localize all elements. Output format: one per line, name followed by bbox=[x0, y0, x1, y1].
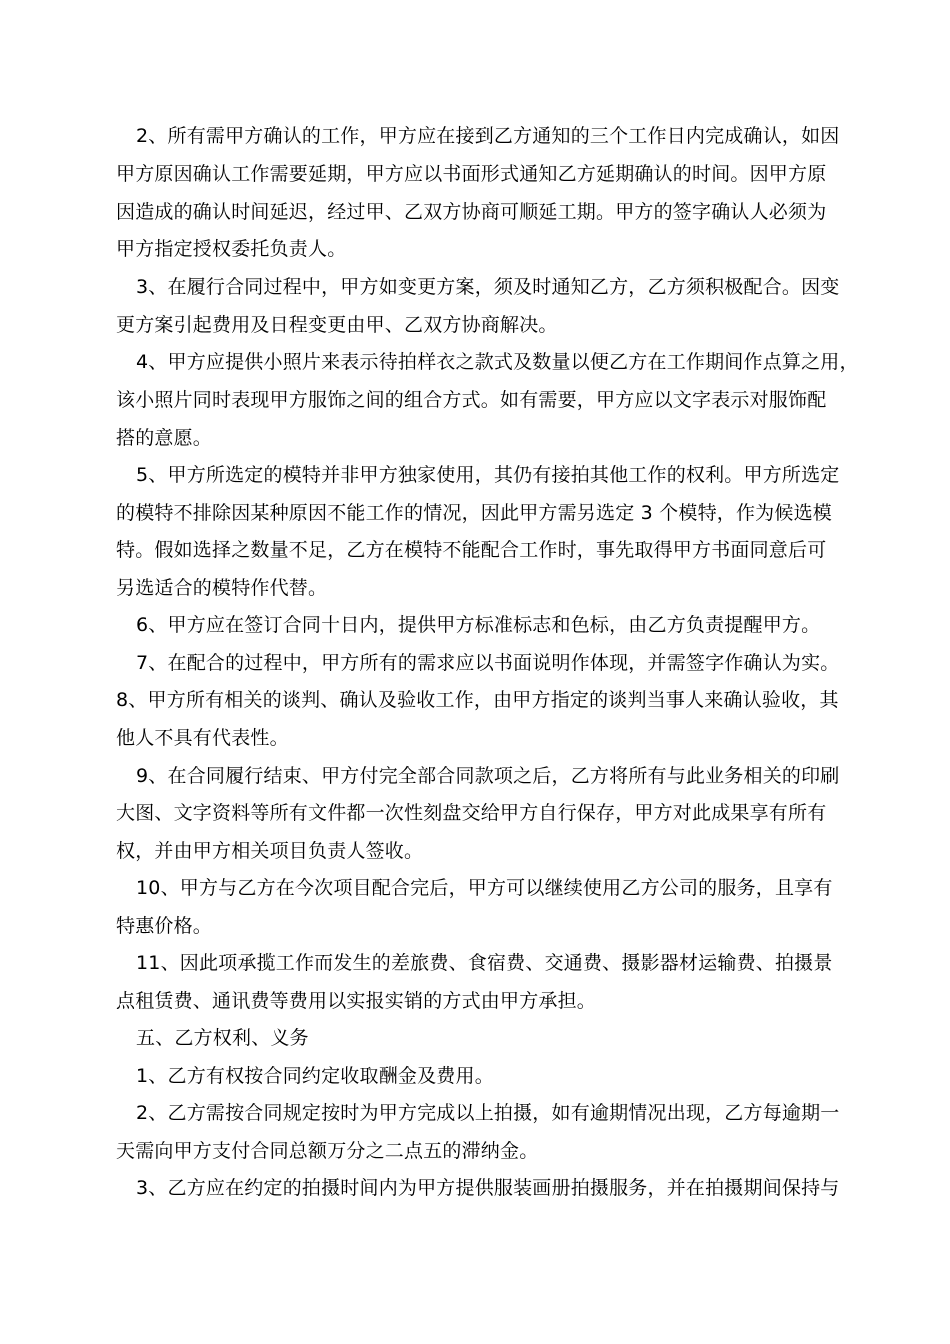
text-line: 另选适合的模特作代替。 bbox=[116, 577, 328, 599]
section-heading: 五、乙方权利、义务 bbox=[136, 1027, 309, 1049]
text-line: 7、在配合的过程中，甲方所有的需求应以书面说明作体现，并需签字作确认为实。 bbox=[136, 652, 840, 674]
text-line: 天需向甲方支付合同总额万分之二点五的滞纳金。 bbox=[116, 1140, 539, 1162]
text-line: 4、甲方应提供小照片来表示待拍样衣之款式及数量以便乙方在工作期间作点算之用， bbox=[136, 351, 859, 373]
text-line: 特。假如选择之数量不足，乙方在模特不能配合工作时，事先取得甲方书面同意后可 bbox=[116, 539, 827, 561]
text-line: 3、乙方应在约定的拍摄时间内为甲方提供服装画册拍摄服务，并在拍摄期间保持与 bbox=[136, 1177, 840, 1199]
text-line: 点租赁费、通讯费等费用以实报实销的方式由甲方承担。 bbox=[116, 990, 597, 1012]
text-line: 特惠价格。 bbox=[116, 915, 213, 937]
text-line: 9、在合同履行结束、甲方付完全部合同款项之后，乙方将所有与此业务相关的印刷 bbox=[136, 765, 840, 787]
text-line: 3、在履行合同过程中，甲方如变更方案，须及时通知乙方，乙方须积极配合。因变 bbox=[136, 276, 840, 298]
text-line: 1、乙方有权按合同约定收取酬金及费用。 bbox=[136, 1065, 494, 1087]
text-line: 2、乙方需按合同规定按时为甲方完成以上拍摄，如有逾期情况出现，乙方每逾期一 bbox=[136, 1102, 840, 1124]
text-line: 11、因此项承揽工作而发生的差旅费、食宿费、交通费、摄影器材运输费、拍摄景 bbox=[136, 952, 833, 974]
text-line: 他人不具有代表性。 bbox=[116, 727, 289, 749]
text-line: 搭的意愿。 bbox=[116, 427, 213, 449]
text-line: 8、甲方所有相关的谈判、确认及验收工作，由甲方指定的谈判当事人来确认验收，其 bbox=[116, 689, 839, 711]
text-line: 因造成的确认时间延迟，经过甲、乙双方协商可顺延工期。甲方的签字确认人必须为 bbox=[116, 201, 827, 223]
text-line: 权，并由甲方相关项目负责人签收。 bbox=[116, 840, 424, 862]
text-line: 甲方指定授权委托负责人。 bbox=[116, 238, 347, 260]
text-line: 的模特不排除因某种原因不能工作的情况，因此甲方需另选定 3 个模特，作为候选模 bbox=[116, 502, 832, 524]
text-line: 甲方原因确认工作需要延期，甲方应以书面形式通知乙方延期确认的时间。因甲方原 bbox=[116, 163, 827, 185]
text-line: 大图、文字资料等所有文件都一次性刻盘交给甲方自行保存，甲方对此成果享有所有 bbox=[116, 802, 827, 824]
text-line: 该小照片同时表现甲方服饰之间的组合方式。如有需要，甲方应以文字表示对服饰配 bbox=[116, 389, 827, 411]
text-line: 2、所有需甲方确认的工作，甲方应在接到乙方通知的三个工作日内完成确认，如因 bbox=[136, 125, 840, 147]
text-line: 10、甲方与乙方在今次项目配合完后，甲方可以继续使用乙方公司的服务，且享有 bbox=[136, 877, 833, 899]
text-line: 5、甲方所选定的模特并非甲方独家使用，其仍有接拍其他工作的权利。甲方所选定 bbox=[136, 464, 840, 486]
text-line: 更方案引起费用及日程变更由甲、乙双方协商解决。 bbox=[116, 314, 558, 336]
text-line: 6、甲方应在签订合同十日内，提供甲方标准标志和色标，由乙方负责提醒甲方。 bbox=[136, 614, 821, 636]
